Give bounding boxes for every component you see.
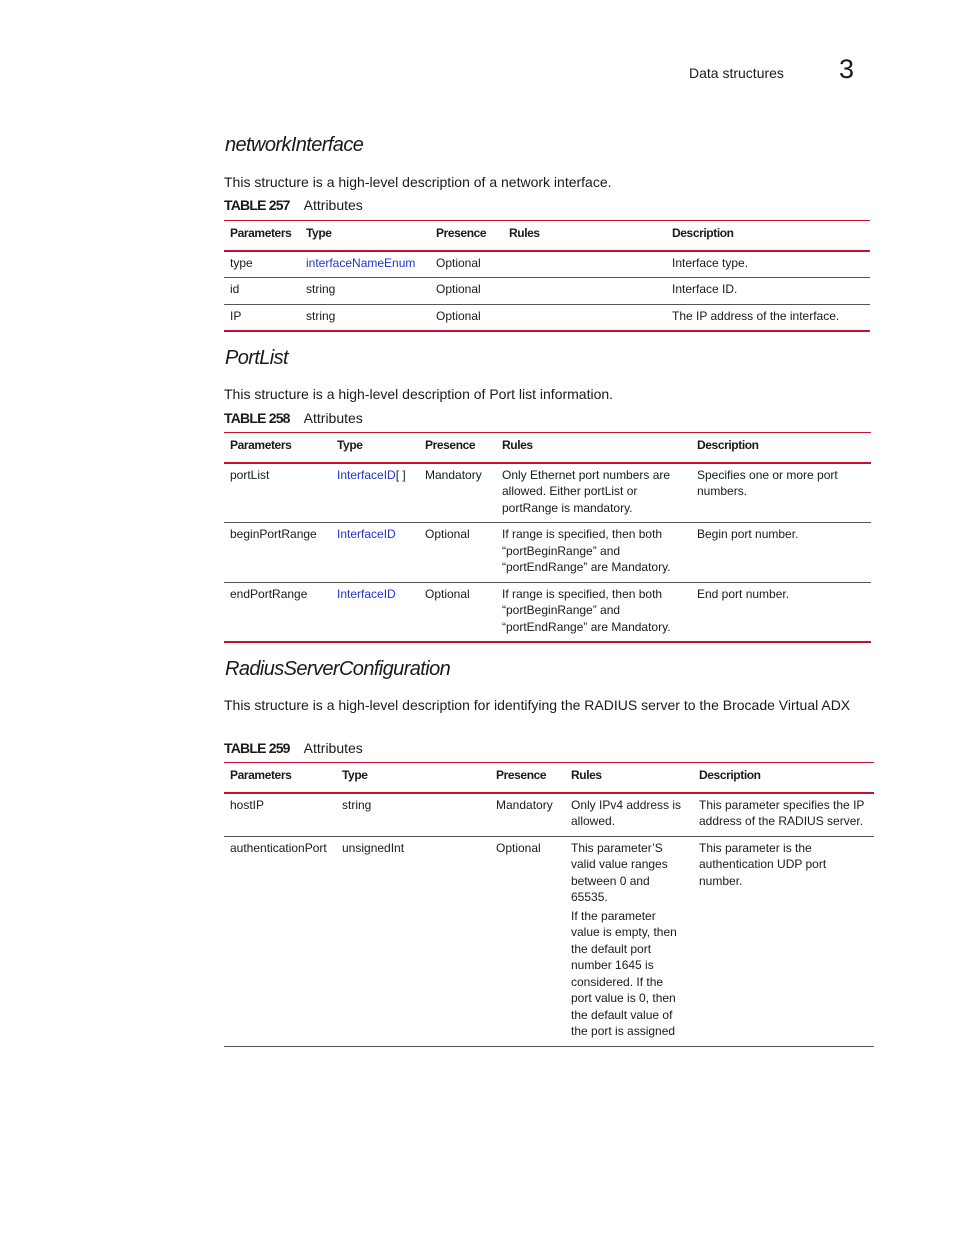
- type-link[interactable]: InterfaceID: [337, 586, 396, 601]
- table-row: [224, 836, 874, 1046]
- table-header-row: [224, 221, 870, 251]
- col-header-type: Type: [331, 433, 419, 463]
- col-header-rules: Rules: [565, 763, 693, 793]
- table-row: [224, 251, 870, 278]
- cell-presence: Optional: [430, 251, 503, 278]
- col-header-parameters: Parameters: [224, 763, 336, 793]
- table-label: TABLE 258: [224, 410, 290, 426]
- cell-presence: Optional: [490, 836, 565, 1046]
- cell-type: string: [300, 278, 430, 305]
- cell-param: beginPortRange: [224, 523, 331, 583]
- cell-presence: Optional: [430, 278, 503, 305]
- cell-description: Interface ID.: [666, 278, 870, 305]
- table-label: TABLE 259: [224, 740, 290, 756]
- cell-presence: Optional: [430, 304, 503, 331]
- cell-rules: [503, 278, 666, 305]
- section-title-networkinterface: networkInterface: [225, 134, 364, 156]
- col-header-type: Type: [336, 763, 490, 793]
- table-row: [224, 793, 874, 837]
- section-title-radiusserverconfiguration: RadiusServerConfiguration: [225, 658, 451, 680]
- chapter-number: 3: [839, 54, 855, 84]
- cell-presence: Mandatory: [419, 463, 496, 523]
- cell-presence: Mandatory: [490, 793, 565, 837]
- type-link[interactable]: InterfaceID: [337, 467, 396, 482]
- cell-type: [331, 463, 419, 523]
- section-title-portlist: PortList: [225, 347, 289, 369]
- table-row: [224, 523, 871, 583]
- cell-param: id: [224, 278, 300, 305]
- table-row: [224, 278, 870, 305]
- col-header-description: Description: [666, 221, 870, 251]
- cell-rules: If range is specified, then both “portBeginRange” and “portEndRange” are Mandatory.: [496, 523, 691, 583]
- col-header-type: Type: [300, 221, 430, 251]
- cell-param: authenticationPort: [224, 836, 336, 1046]
- col-header-presence: Presence: [490, 763, 565, 793]
- cell-description: This parameter is the authentication UDP port number.: [693, 836, 874, 1046]
- cell-description: The IP address of the interface.: [666, 304, 870, 331]
- table-caption: [224, 410, 363, 426]
- col-header-presence: Presence: [419, 433, 496, 463]
- cell-param: type: [224, 251, 300, 278]
- cell-rules: Only Ethernet port numbers are allowed. Either portList or portRange is mandatory.: [496, 463, 691, 523]
- table-259: [224, 762, 874, 1047]
- table-row: [224, 304, 870, 331]
- col-header-description: Description: [691, 433, 871, 463]
- table-258: [224, 432, 871, 643]
- running-header: Data structures: [689, 65, 784, 81]
- table-caption-text: Attributes: [303, 197, 363, 213]
- table-header-row: [224, 433, 871, 463]
- cell-type: string: [336, 793, 490, 837]
- table-caption: [224, 740, 363, 756]
- col-header-presence: Presence: [430, 221, 503, 251]
- col-header-parameters: Parameters: [224, 433, 331, 463]
- table-caption-text: Attributes: [303, 740, 363, 756]
- table-row: [224, 582, 871, 642]
- cell-description: Begin port number.: [691, 523, 871, 583]
- cell-description: Specifies one or more port numbers.: [691, 463, 871, 523]
- table-caption: [224, 197, 363, 213]
- rules-paragraph: This parameter’S valid value ranges between 0 and 65535.: [571, 840, 668, 904]
- section-description: This structure is a high-level description for identifying the RADIUS server to the Brocade Virtual ADX: [224, 697, 851, 713]
- section-description: This structure is a high-level description of a network interface.: [224, 174, 612, 190]
- cell-type: string: [300, 304, 430, 331]
- type-link[interactable]: InterfaceID: [337, 527, 396, 541]
- table-label: TABLE 257: [224, 197, 290, 213]
- col-header-parameters: Parameters: [224, 221, 300, 251]
- cell-presence: Optional: [419, 582, 496, 642]
- array-suffix: [ ]: [395, 467, 406, 482]
- col-header-rules: Rules: [503, 221, 666, 251]
- cell-param: IP: [224, 304, 300, 331]
- cell-param: hostIP: [224, 793, 336, 837]
- cell-presence: Optional: [419, 523, 496, 583]
- cell-param: portList: [224, 463, 331, 523]
- table-header-row: [224, 763, 874, 793]
- table-caption-text: Attributes: [303, 410, 363, 426]
- cell-description: This parameter specifies the IP address of the RADIUS server.: [693, 793, 874, 837]
- cell-rules: If range is specified, then both “portBeginRange” and “portEndRange” are Mandatory.: [496, 582, 691, 642]
- cell-type: [300, 251, 430, 278]
- cell-rules: Only IPv4 address is allowed.: [565, 793, 693, 837]
- rules-paragraph: If the parameter value is empty, then the default port number 1645 is considered. If the port value is 0, then the default value of the port is assigned: [571, 908, 677, 1038]
- cell-rules: [503, 304, 666, 331]
- col-header-rules: Rules: [496, 433, 691, 463]
- cell-rules: [503, 251, 666, 278]
- section-description: This structure is a high-level description of Port list information.: [224, 386, 614, 402]
- cell-type: [331, 582, 419, 642]
- table-row: [224, 463, 871, 523]
- cell-rules: [565, 836, 693, 1046]
- cell-description: End port number.: [691, 582, 871, 642]
- cell-type: [331, 523, 419, 583]
- col-header-description: Description: [693, 763, 874, 793]
- type-link[interactable]: interfaceNameEnum: [306, 255, 416, 270]
- cell-type: unsignedInt: [336, 836, 490, 1046]
- cell-param: endPortRange: [224, 582, 331, 642]
- table-257: [224, 220, 870, 332]
- cell-description: Interface type.: [666, 251, 870, 278]
